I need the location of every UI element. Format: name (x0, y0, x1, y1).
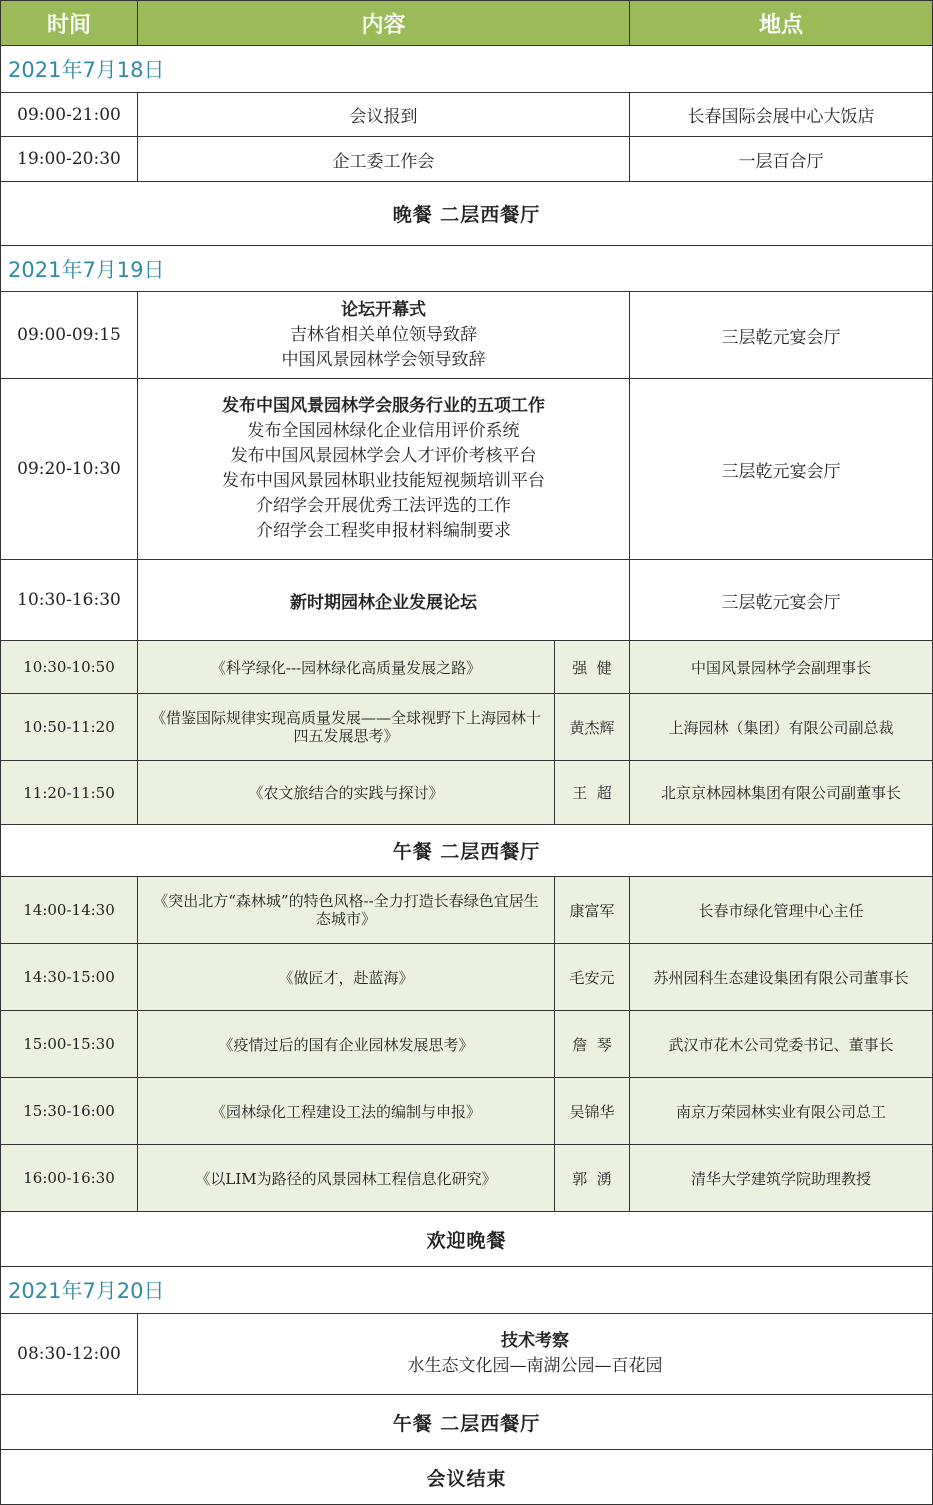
speaker-cell: 吴锦华 (555, 1078, 630, 1145)
speaker-cell: 强 健 (555, 641, 630, 694)
talk-row (0, 1011, 933, 1078)
end-row: 会议结束 (0, 1450, 933, 1505)
title-cell: 长春市绿化管理中心主任 (630, 877, 933, 944)
topic-cell: 《农文旅结合的实践与探讨》 (138, 761, 555, 825)
opening-row (0, 292, 933, 379)
talk-row (0, 877, 933, 944)
time-cell: 09:20-10:30 (0, 379, 138, 560)
time-cell: 10:50-11:20 (0, 694, 138, 761)
tour-row (0, 1314, 933, 1395)
time-cell: 11:20-11:50 (0, 761, 138, 825)
title-cell: 中国风景园林学会副理事长 (630, 641, 933, 694)
release-line: 介绍学会工程奖申报材料编制要求 (256, 521, 511, 541)
content-cell: 会议报到 (138, 93, 630, 137)
content-cell: 新时期园林企业发展论坛 (138, 560, 630, 641)
content-cell (138, 1314, 933, 1395)
time-cell: 14:30-15:00 (0, 944, 138, 1011)
speaker-cell: 王 超 (555, 761, 630, 825)
header-time: 时间 (0, 0, 138, 46)
header-place: 地点 (630, 0, 933, 46)
time-cell: 09:00-09:15 (0, 292, 138, 379)
table-row (0, 93, 933, 137)
time-cell: 08:30-12:00 (0, 1314, 138, 1395)
opening-line: 吉林省相关单位领导致辞 (290, 324, 477, 345)
topic-cell: 《做匠才，赴蓝海》 (138, 944, 555, 1011)
place-cell: 长春国际会展中心大饭店 (630, 93, 933, 137)
lunch-row: 午餐 二层西餐厅 (0, 825, 933, 877)
title-cell: 南京万荣园林实业有限公司总工 (630, 1078, 933, 1145)
time-cell: 09:00-21:00 (0, 93, 138, 137)
release-line: 发布中国风景园林学会人才评价考核平台 (230, 446, 537, 466)
title-cell: 北京京林园林集团有限公司副董事长 (630, 761, 933, 825)
talk-row (0, 694, 933, 761)
title-cell: 苏州园科生态建设集团有限公司董事长 (630, 944, 933, 1011)
place-cell: 三层乾元宴会厅 (630, 292, 933, 379)
date-row-1: 2021年7月18日 (0, 46, 933, 93)
topic-cell: 《以LIM为路径的风景园林工程信息化研究》 (138, 1145, 555, 1212)
speaker-cell: 郭 湧 (555, 1145, 630, 1212)
topic-cell: 《科学绿化---园林绿化高质量发展之路》 (138, 641, 555, 694)
date-row-2: 2021年7月19日 (0, 246, 933, 292)
time-cell: 10:30-16:30 (0, 560, 138, 641)
content-cell (138, 379, 630, 560)
time-cell: 15:00-15:30 (0, 1011, 138, 1078)
speaker-cell: 康富军 (555, 877, 630, 944)
topic-cell: 《疫情过后的国有企业园林发展思考》 (138, 1011, 555, 1078)
talk-row (0, 1145, 933, 1212)
talk-row (0, 944, 933, 1011)
talk-row (0, 761, 933, 825)
release-title: 发布中国风景园林学会服务行业的五项工作 (222, 396, 545, 416)
release-line: 发布全国园林绿化企业信用评价系统 (247, 421, 520, 441)
header-content: 内容 (138, 0, 630, 46)
time-cell: 10:30-10:50 (0, 641, 138, 694)
time-cell: 16:00-16:30 (0, 1145, 138, 1212)
speaker-cell: 詹 琴 (555, 1011, 630, 1078)
time-cell: 15:30-16:00 (0, 1078, 138, 1145)
tour-title: 技术考察 (501, 1331, 569, 1351)
time-cell: 19:00-20:30 (0, 137, 138, 182)
topic-cell: 《突出北方“森林城”的特色风格--全力打造长春绿色宜居生态城市》 (138, 877, 555, 944)
topic-cell: 《园林绿化工程建设工法的编制与申报》 (138, 1078, 555, 1145)
release-line: 发布中国风景园林职业技能短视频培训平台 (222, 471, 545, 491)
place-cell: 三层乾元宴会厅 (630, 560, 933, 641)
title-cell: 武汉市花木公司党委书记、董事长 (630, 1011, 933, 1078)
tour-route: 水生态文化园—南湖公园—百花园 (407, 1356, 663, 1376)
opening-title: 论坛开幕式 (341, 299, 426, 320)
topic-cell: 《借鉴国际规律实现高质量发展——全球视野下上海园林十四五发展思考》 (138, 694, 555, 761)
title-cell: 上海园林（集团）有限公司副总裁 (630, 694, 933, 761)
content-cell: 企工委工作会 (138, 137, 630, 182)
time-cell: 14:00-14:30 (0, 877, 138, 944)
speaker-cell: 毛安元 (555, 944, 630, 1011)
title-cell: 清华大学建筑学院助理教授 (630, 1145, 933, 1212)
talk-row (0, 1078, 933, 1145)
welcome-dinner-row: 欢迎晚餐 (0, 1212, 933, 1267)
place-cell: 三层乾元宴会厅 (630, 379, 933, 560)
opening-line: 中国风景园林学会领导致辞 (281, 349, 486, 370)
content-cell (138, 292, 630, 379)
lunch-row-2: 午餐 二层西餐厅 (0, 1395, 933, 1450)
dinner-row: 晚餐 二层西餐厅 (0, 182, 933, 246)
talk-row (0, 641, 933, 694)
table-header (0, 0, 933, 46)
place-cell: 一层百合厅 (630, 137, 933, 182)
speaker-cell: 黄杰辉 (555, 694, 630, 761)
release-line: 介绍学会开展优秀工法评选的工作 (256, 496, 511, 516)
forum-row (0, 560, 933, 641)
date-row-3: 2021年7月20日 (0, 1267, 933, 1314)
table-row (0, 137, 933, 182)
release-row (0, 379, 933, 560)
